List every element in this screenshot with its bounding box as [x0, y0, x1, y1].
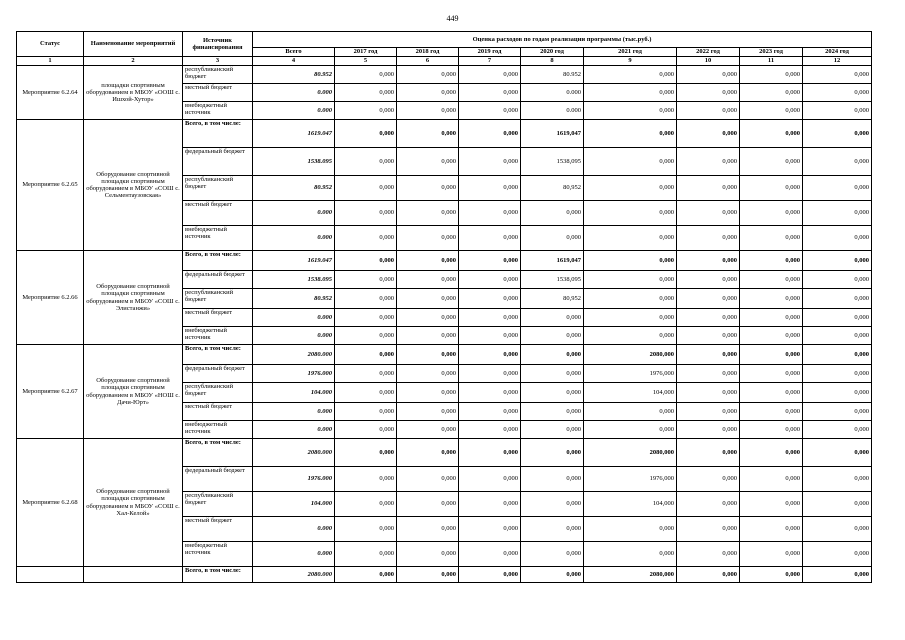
year-value-cell: 0,000 — [677, 102, 740, 120]
table-row — [17, 251, 872, 271]
header-name: Наименование мероприятий — [84, 32, 183, 57]
year-value-cell: 0,000 — [397, 327, 459, 345]
year-value-cell: 0,000 — [677, 517, 740, 542]
total-value-cell: 80.952 — [253, 176, 335, 201]
year-value-cell: 0,000 — [459, 176, 521, 201]
year-value-cell: 0,000 — [677, 542, 740, 567]
year-value-cell: 0,000 — [521, 201, 584, 226]
year-value-cell: 0,000 — [584, 251, 677, 271]
year-value-cell: 0,000 — [459, 289, 521, 309]
year-value-cell: 0,000 — [521, 517, 584, 542]
year-value-cell: 0,000 — [584, 542, 677, 567]
total-value-cell: 2080.000 — [253, 567, 335, 583]
total-value-cell: 104.000 — [253, 492, 335, 517]
year-value-cell: 0,000 — [803, 439, 872, 467]
table-row — [17, 120, 872, 148]
year-value-cell: 1538,095 — [521, 148, 584, 176]
funding-source-cell: Всего, в том числе: — [183, 345, 253, 365]
total-value-cell: 0.000 — [253, 309, 335, 327]
funding-source-cell: Всего, в том числе: — [183, 251, 253, 271]
funding-source-cell: федеральный бюджет — [183, 271, 253, 289]
year-value-cell: 0,000 — [397, 66, 459, 84]
column-number: 4 — [253, 57, 335, 66]
year-value-cell: 0,000 — [459, 309, 521, 327]
year-value-cell: 0,000 — [740, 102, 803, 120]
event-name-cell: Оборудование спортивной площадки спортивным оборудованием в МБОУ «НОШ с. Дачи-Юрт» — [84, 345, 183, 439]
year-value-cell: 1619,047 — [521, 120, 584, 148]
year-value-cell: 80.952 — [521, 66, 584, 84]
year-header: 2024 год — [803, 48, 872, 57]
year-value-cell: 0,000 — [677, 327, 740, 345]
year-value-cell: 0,000 — [584, 176, 677, 201]
year-value-cell: 0,000 — [335, 289, 397, 309]
year-value-cell: 0,000 — [397, 439, 459, 467]
year-value-cell: 0,000 — [803, 365, 872, 383]
year-value-cell: 0,000 — [335, 439, 397, 467]
total-value-cell: 0.000 — [253, 403, 335, 421]
year-value-cell: 0,000 — [335, 271, 397, 289]
year-header: 2021 год — [584, 48, 677, 57]
year-value-cell: 0,000 — [740, 84, 803, 102]
year-value-cell: 0,000 — [677, 251, 740, 271]
status-cell: Мероприятие 6.2.65 — [17, 120, 84, 251]
year-value-cell: 0,000 — [397, 421, 459, 439]
total-value-cell: 80.952 — [253, 289, 335, 309]
year-value-cell: 0,000 — [677, 309, 740, 327]
total-value-cell: 0.000 — [253, 327, 335, 345]
year-value-cell: 0,000 — [521, 542, 584, 567]
total-value-cell: 80.952 — [253, 66, 335, 84]
total-value-cell: 104.000 — [253, 383, 335, 403]
year-value-cell: 0,000 — [459, 542, 521, 567]
year-value-cell: 0,000 — [740, 176, 803, 201]
year-value-cell: 0,000 — [521, 492, 584, 517]
year-value-cell: 0,000 — [459, 66, 521, 84]
year-value-cell: 0,000 — [803, 403, 872, 421]
year-value-cell: 0,000 — [459, 492, 521, 517]
year-value-cell: 0,000 — [677, 345, 740, 365]
funding-source-cell: местный бюджет — [183, 84, 253, 102]
header-group: Оценка расходов по годам реализации программы (тыс.руб.) — [253, 32, 872, 48]
total-value-cell: 2080.000 — [253, 439, 335, 467]
year-value-cell: 0,000 — [335, 176, 397, 201]
year-value-cell: 0,000 — [584, 226, 677, 251]
year-value-cell: 0,000 — [803, 271, 872, 289]
funding-source-cell: республиканский бюджет — [183, 66, 253, 84]
table-row — [17, 345, 872, 365]
year-value-cell: 0,000 — [459, 365, 521, 383]
year-value-cell: 0,000 — [740, 271, 803, 289]
year-value-cell: 80,952 — [521, 176, 584, 201]
year-value-cell: 0,000 — [740, 567, 803, 583]
year-value-cell: 0,000 — [677, 120, 740, 148]
year-value-cell: 0,000 — [459, 383, 521, 403]
year-value-cell: 0,000 — [677, 226, 740, 251]
year-value-cell: 0,000 — [740, 148, 803, 176]
year-value-cell: 0,000 — [803, 467, 872, 492]
year-value-cell: 0,000 — [335, 421, 397, 439]
year-value-cell: 0,000 — [521, 365, 584, 383]
year-value-cell: 0,000 — [803, 102, 872, 120]
year-value-cell: 0,000 — [740, 517, 803, 542]
year-value-cell: 0,000 — [459, 517, 521, 542]
year-value-cell: 0,000 — [740, 439, 803, 467]
year-value-cell: 104,000 — [584, 492, 677, 517]
funding-source-cell: местный бюджет — [183, 201, 253, 226]
year-value-cell: 0,000 — [521, 309, 584, 327]
year-value-cell: 0,000 — [803, 309, 872, 327]
year-value-cell: 0,000 — [335, 403, 397, 421]
year-value-cell: 0,000 — [397, 148, 459, 176]
total-value-cell: 0.000 — [253, 542, 335, 567]
year-value-cell: 0,000 — [740, 467, 803, 492]
funding-source-cell: местный бюджет — [183, 517, 253, 542]
year-value-cell: 0,000 — [459, 120, 521, 148]
year-value-cell: 0,000 — [584, 84, 677, 102]
table-row — [17, 567, 872, 583]
year-value-cell: 0,000 — [335, 226, 397, 251]
year-value-cell: 0,000 — [740, 226, 803, 251]
year-value-cell: 104,000 — [584, 383, 677, 403]
table-row — [17, 66, 872, 84]
funding-source-cell: республиканский бюджет — [183, 492, 253, 517]
year-value-cell: 0,000 — [397, 102, 459, 120]
year-value-cell: 2080,000 — [584, 567, 677, 583]
year-value-cell: 0,000 — [397, 226, 459, 251]
year-value-cell: 0,000 — [459, 439, 521, 467]
column-number: 3 — [183, 57, 253, 66]
year-value-cell: 0,000 — [397, 383, 459, 403]
column-number: 9 — [584, 57, 677, 66]
year-value-cell: 0,000 — [740, 403, 803, 421]
year-header: 2020 год — [521, 48, 584, 57]
year-value-cell: 0,000 — [740, 309, 803, 327]
year-value-cell: 0.000 — [521, 102, 584, 120]
year-value-cell: 80,952 — [521, 289, 584, 309]
year-value-cell: 0,000 — [397, 201, 459, 226]
year-value-cell: 0,000 — [459, 421, 521, 439]
year-value-cell: 0,000 — [335, 148, 397, 176]
year-value-cell: 0,000 — [803, 201, 872, 226]
year-value-cell: 0,000 — [803, 327, 872, 345]
event-name-cell — [84, 567, 183, 583]
year-value-cell: 0,000 — [335, 492, 397, 517]
page-number: 449 — [446, 14, 459, 23]
total-value-cell: 2080.000 — [253, 345, 335, 365]
year-value-cell: 0,000 — [335, 542, 397, 567]
year-value-cell: 0,000 — [397, 84, 459, 102]
year-value-cell: 0,000 — [677, 567, 740, 583]
header-status: Статус — [17, 32, 84, 57]
status-cell: Мероприятие 6.2.67 — [17, 345, 84, 439]
year-value-cell: 0,000 — [459, 345, 521, 365]
year-value-cell: 0,000 — [335, 309, 397, 327]
year-value-cell: 0,000 — [584, 66, 677, 84]
total-value-cell: 1538.095 — [253, 148, 335, 176]
year-value-cell: 0,000 — [335, 345, 397, 365]
year-value-cell: 0,000 — [803, 176, 872, 201]
year-value-cell: 0,000 — [521, 226, 584, 251]
header-source: Источник финансирования — [183, 32, 253, 57]
year-value-cell: 0,000 — [335, 383, 397, 403]
year-value-cell: 0,000 — [803, 345, 872, 365]
year-value-cell: 0,000 — [740, 201, 803, 226]
year-header: 2018 год — [397, 48, 459, 57]
year-value-cell: 0,000 — [521, 467, 584, 492]
funding-source-cell: федеральный бюджет — [183, 365, 253, 383]
year-value-cell: 0,000 — [397, 309, 459, 327]
year-value-cell: 0,000 — [740, 492, 803, 517]
year-value-cell: 0,000 — [397, 467, 459, 492]
event-name-cell: Оборудование спортивной площадки спортивным оборудованием в МБОУ «СОШ с. Хал-Келой» — [84, 439, 183, 567]
funding-source-cell: внебюджетный источник — [183, 327, 253, 345]
year-header: Всего — [253, 48, 335, 57]
funding-source-cell: Всего, в том числе: — [183, 120, 253, 148]
status-cell — [17, 567, 84, 583]
year-value-cell: 0,000 — [335, 365, 397, 383]
column-number: 12 — [803, 57, 872, 66]
event-name-cell: Оборудование спортивной площадки спортивным оборудованием в МБОУ «СОШ с. Сельментаузовская» — [84, 120, 183, 251]
column-number: 11 — [740, 57, 803, 66]
year-value-cell: 0,000 — [521, 327, 584, 345]
total-value-cell: 1619.047 — [253, 120, 335, 148]
year-value-cell: 0,000 — [740, 421, 803, 439]
table-row — [17, 439, 872, 467]
year-value-cell: 0,000 — [584, 271, 677, 289]
total-value-cell: 1976.000 — [253, 365, 335, 383]
year-value-cell: 0,000 — [459, 102, 521, 120]
year-value-cell: 0,000 — [397, 345, 459, 365]
year-value-cell: 0,000 — [677, 492, 740, 517]
year-value-cell: 0,000 — [584, 148, 677, 176]
year-header: 2023 год — [740, 48, 803, 57]
year-value-cell: 0,000 — [584, 309, 677, 327]
year-value-cell: 0,000 — [459, 271, 521, 289]
year-value-cell: 0,000 — [335, 84, 397, 102]
event-name-cell: Оборудование спортивной площадки спортивным оборудованием в МБОУ «СОШ с. Элистанжи» — [84, 251, 183, 345]
total-value-cell: 1538.095 — [253, 271, 335, 289]
year-value-cell: 0,000 — [335, 567, 397, 583]
column-number: 2 — [84, 57, 183, 66]
year-header: 2017 год — [335, 48, 397, 57]
funding-source-cell: внебюджетный источник — [183, 226, 253, 251]
funding-source-cell: внебюджетный источник — [183, 102, 253, 120]
year-value-cell: 0,000 — [335, 120, 397, 148]
total-value-cell: 1619.047 — [253, 251, 335, 271]
year-value-cell: 0,000 — [740, 327, 803, 345]
column-number: 7 — [459, 57, 521, 66]
table-body — [17, 66, 872, 583]
status-cell: Мероприятие 6.2.64 — [17, 66, 84, 120]
funding-source-cell: внебюджетный источник — [183, 542, 253, 567]
year-value-cell: 0,000 — [459, 567, 521, 583]
year-value-cell: 0,000 — [521, 345, 584, 365]
total-value-cell: 0.000 — [253, 84, 335, 102]
year-value-cell: 2080,000 — [584, 439, 677, 467]
year-value-cell: 0,000 — [803, 517, 872, 542]
year-value-cell: 0,000 — [677, 289, 740, 309]
year-value-cell: 0,000 — [677, 403, 740, 421]
year-value-cell: 0,000 — [335, 251, 397, 271]
year-value-cell: 0,000 — [335, 102, 397, 120]
year-value-cell: 0,000 — [803, 289, 872, 309]
status-cell: Мероприятие 6.2.66 — [17, 251, 84, 345]
year-value-cell: 0,000 — [335, 327, 397, 345]
year-value-cell: 0,000 — [335, 66, 397, 84]
funding-source-cell: федеральный бюджет — [183, 148, 253, 176]
column-number: 5 — [335, 57, 397, 66]
total-value-cell: 0.000 — [253, 421, 335, 439]
funding-source-cell: республиканский бюджет — [183, 383, 253, 403]
year-value-cell: 0,000 — [803, 383, 872, 403]
year-value-cell: 0.000 — [521, 84, 584, 102]
year-value-cell: 0,000 — [459, 84, 521, 102]
year-value-cell: 0,000 — [803, 492, 872, 517]
year-value-cell: 0,000 — [740, 383, 803, 403]
year-value-cell: 0,000 — [397, 289, 459, 309]
year-value-cell: 0,000 — [740, 365, 803, 383]
year-value-cell: 0,000 — [677, 84, 740, 102]
year-value-cell: 0,000 — [459, 403, 521, 421]
year-value-cell: 0,000 — [677, 176, 740, 201]
year-value-cell: 1538,095 — [521, 271, 584, 289]
year-value-cell: 0,000 — [677, 148, 740, 176]
column-number: 1 — [17, 57, 84, 66]
year-value-cell: 0,000 — [521, 439, 584, 467]
funding-source-cell: республиканский бюджет — [183, 289, 253, 309]
total-value-cell: 0.000 — [253, 201, 335, 226]
year-value-cell: 0,000 — [397, 271, 459, 289]
year-header: 2019 год — [459, 48, 521, 57]
total-value-cell: 0.000 — [253, 102, 335, 120]
year-value-cell: 0,000 — [459, 148, 521, 176]
total-value-cell: 1976.000 — [253, 467, 335, 492]
column-number: 6 — [397, 57, 459, 66]
year-value-cell: 0,000 — [521, 403, 584, 421]
year-value-cell: 0,000 — [397, 120, 459, 148]
year-value-cell: 0,000 — [397, 176, 459, 201]
funding-source-cell: местный бюджет — [183, 403, 253, 421]
funding-source-cell: местный бюджет — [183, 309, 253, 327]
year-value-cell: 0,000 — [584, 120, 677, 148]
year-value-cell: 0,000 — [397, 567, 459, 583]
year-value-cell: 0,000 — [740, 251, 803, 271]
year-value-cell: 0,000 — [459, 327, 521, 345]
year-value-cell: 0,000 — [803, 251, 872, 271]
year-value-cell: 0,000 — [459, 226, 521, 251]
year-value-cell: 0,000 — [397, 542, 459, 567]
year-value-cell: 0,000 — [521, 421, 584, 439]
year-value-cell: 0,000 — [677, 383, 740, 403]
year-value-cell: 0,000 — [397, 365, 459, 383]
year-value-cell: 0,000 — [584, 289, 677, 309]
total-value-cell: 0.000 — [253, 517, 335, 542]
year-value-cell: 1976,000 — [584, 467, 677, 492]
funding-source-cell: внебюджетный источник — [183, 421, 253, 439]
year-value-cell: 1976,000 — [584, 365, 677, 383]
column-number: 8 — [521, 57, 584, 66]
year-value-cell: 0,000 — [803, 421, 872, 439]
status-cell: Мероприятие 6.2.68 — [17, 439, 84, 567]
year-value-cell: 0,000 — [803, 226, 872, 251]
year-value-cell: 0,000 — [677, 66, 740, 84]
year-value-cell: 0,000 — [397, 517, 459, 542]
funding-source-cell: федеральный бюджет — [183, 467, 253, 492]
year-value-cell: 0,000 — [803, 84, 872, 102]
total-value-cell: 0.000 — [253, 226, 335, 251]
column-number: 10 — [677, 57, 740, 66]
year-value-cell: 0,000 — [740, 289, 803, 309]
year-value-cell: 0,000 — [459, 251, 521, 271]
year-value-cell: 0,000 — [459, 201, 521, 226]
year-value-cell: 0,000 — [677, 271, 740, 289]
year-value-cell: 2080,000 — [584, 345, 677, 365]
funding-source-cell: Всего, в том числе: — [183, 567, 253, 583]
year-value-cell: 0,000 — [803, 148, 872, 176]
year-value-cell: 0,000 — [584, 403, 677, 421]
year-value-cell: 0,000 — [677, 365, 740, 383]
year-value-cell: 0,000 — [397, 251, 459, 271]
year-value-cell: 0,000 — [459, 467, 521, 492]
year-value-cell: 0,000 — [584, 421, 677, 439]
year-value-cell: 0,000 — [677, 467, 740, 492]
event-name-cell: площадки спортивным оборудованием в МБОУ «ООШ с. Ишхой-Хутор» — [84, 66, 183, 120]
year-value-cell: 0,000 — [584, 102, 677, 120]
funding-source-cell: Всего, в том числе: — [183, 439, 253, 467]
year-value-cell: 0,000 — [335, 201, 397, 226]
year-value-cell: 0,000 — [397, 492, 459, 517]
year-value-cell: 0,000 — [335, 467, 397, 492]
year-value-cell: 0,000 — [677, 421, 740, 439]
funding-source-cell: республиканский бюджет — [183, 176, 253, 201]
year-value-cell: 0,000 — [521, 567, 584, 583]
budget-table — [16, 31, 872, 583]
year-value-cell: 0,000 — [584, 201, 677, 226]
year-value-cell: 0,000 — [740, 66, 803, 84]
year-value-cell: 0,000 — [521, 383, 584, 403]
year-value-cell: 0,000 — [803, 120, 872, 148]
year-value-cell: 1619,047 — [521, 251, 584, 271]
year-value-cell: 0,000 — [335, 517, 397, 542]
year-header: 2022 год — [677, 48, 740, 57]
year-value-cell: 0,000 — [584, 327, 677, 345]
year-value-cell: 0,000 — [803, 542, 872, 567]
year-value-cell: 0,000 — [740, 542, 803, 567]
year-value-cell: 0,000 — [803, 66, 872, 84]
year-value-cell: 0,000 — [677, 201, 740, 226]
year-value-cell: 0,000 — [677, 439, 740, 467]
year-value-cell: 0,000 — [740, 120, 803, 148]
year-value-cell: 0,000 — [740, 345, 803, 365]
year-value-cell: 0,000 — [584, 517, 677, 542]
year-value-cell: 0,000 — [803, 567, 872, 583]
year-value-cell: 0,000 — [397, 403, 459, 421]
